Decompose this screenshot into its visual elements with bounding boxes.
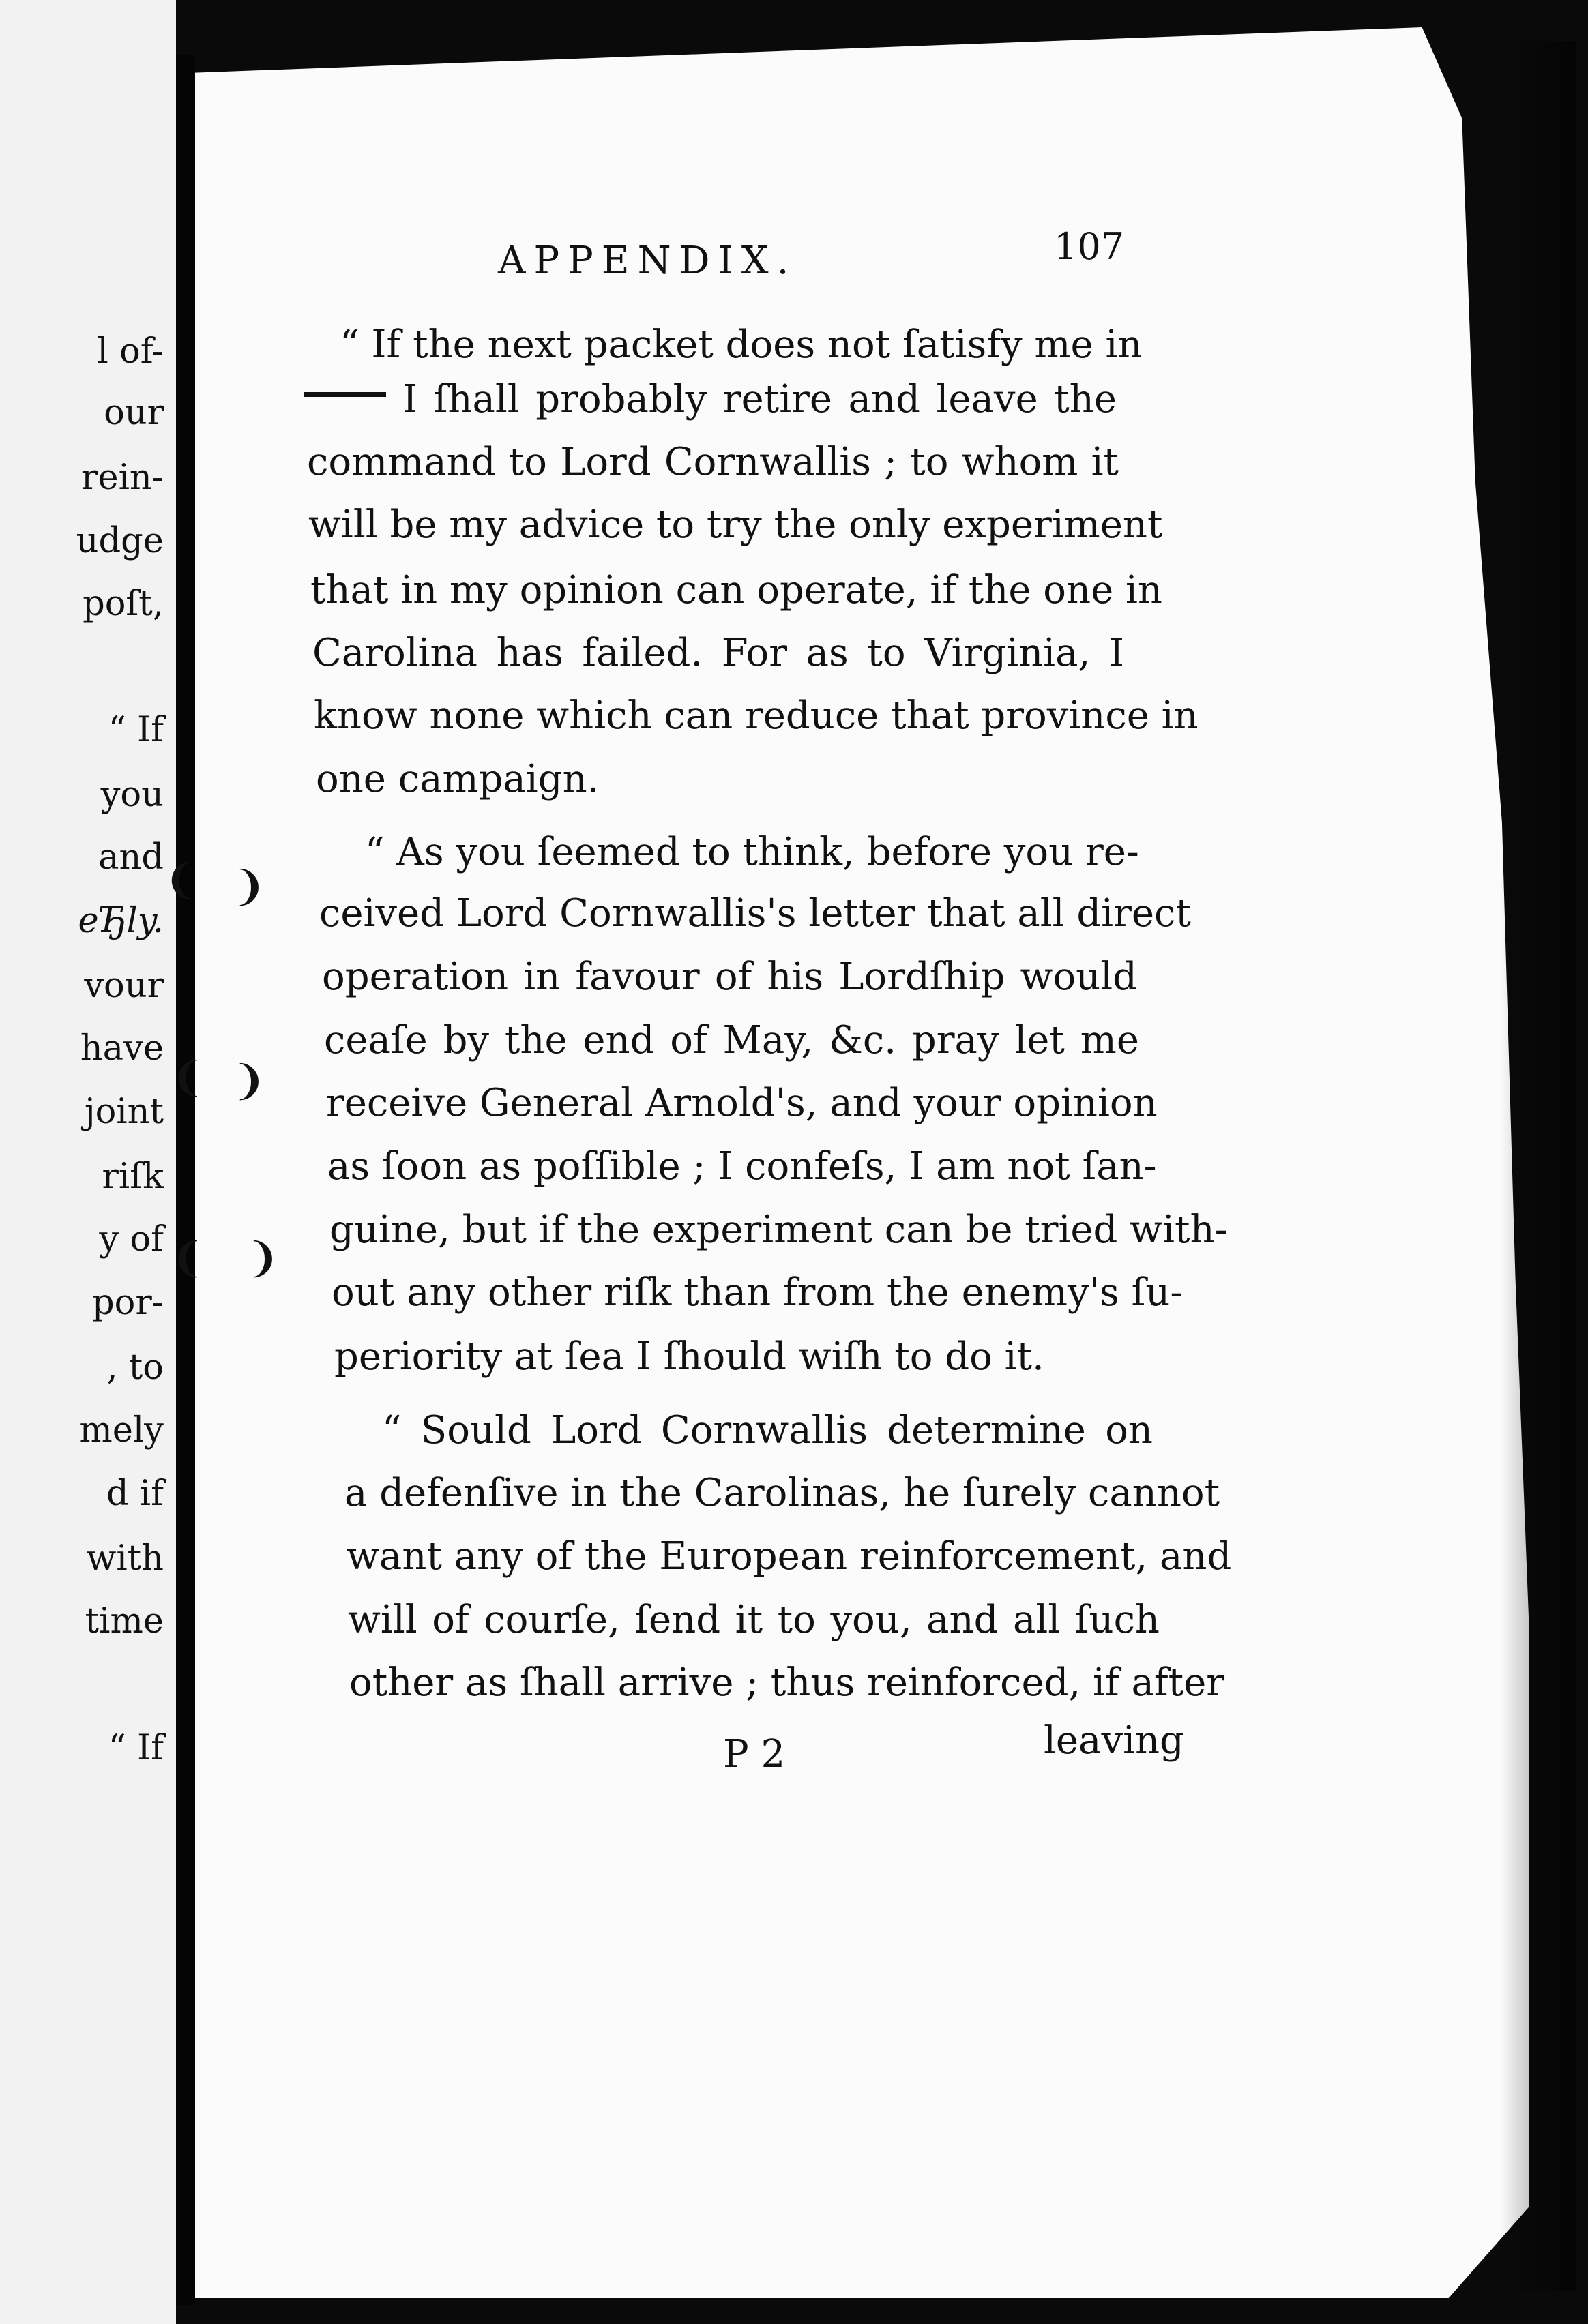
body-line: “ Sould Lord Cornwallis determine on [382,1408,1153,1452]
catchword: leaving [1044,1718,1184,1763]
body-line: will be my advice to try the only experiment [308,503,1163,547]
left-page-line: joint [84,1092,164,1132]
omission-dash [304,387,393,400]
body-line: periority at ſea I ſhould wiſh to do it. [334,1335,1044,1379]
left-page-line: l of- [97,331,164,372]
left-page-line: our [104,393,164,433]
body-line: a defenſive in the Carolinas, he ſurely cannot [344,1471,1220,1515]
binding-mark: ❩ [232,863,267,910]
body-line: receive General Arnold's, and your opinion [326,1081,1158,1125]
left-page-line: udge [76,521,164,561]
body-line: “ As you ſeemed to think, before you re- [365,830,1139,874]
binding-mark: ❩ [232,1057,267,1105]
body-line: operation in favour of his Lordſhip would [322,955,1137,999]
body-line: other as ſhall arrive ; thus reinforced, if after [349,1660,1224,1705]
body-line: I ſhall probably retire and leave the [402,377,1117,421]
binding-mark: ❨ [171,1234,205,1282]
body-line: “ If the next packet does not ſatisfy me in [340,323,1143,367]
left-page-line: “ If [108,710,164,750]
body-line: know none which can reduce that province in [314,694,1199,738]
left-page-line: rein- [81,458,164,498]
page-number: 107 [1054,225,1125,268]
left-page-line: and [98,837,164,878]
left-page-fragment [0,0,176,2324]
left-page-line: y of [99,1219,164,1260]
left-page-line: mely [79,1410,164,1450]
running-header: APPENDIX. [498,239,797,283]
left-page-line: , to [106,1347,164,1388]
body-line: will of courſe, ſend it to you, and all ſuch [348,1598,1160,1642]
body-line: that in my opinion can operate, if the one in [310,568,1162,612]
left-page-line: poſt, [83,584,164,624]
binding-mark: ❨ [171,1054,205,1101]
body-line: Carolina has failed. For as to Virginia, I [312,631,1124,675]
left-page-line: have [80,1028,164,1069]
body-line: out any other riſk than from the enemy's ſu- [332,1270,1183,1315]
left-page-line: “ If [108,1728,164,1768]
left-page-line: d if [106,1474,164,1514]
left-page-line: time [85,1601,164,1641]
body-line: ceaſe by the end of May, &c. pray let me [324,1018,1139,1062]
body-line: ceived Lord Cornwallis's letter that all direct [319,891,1191,936]
binding-mark: ❨ [164,856,198,904]
left-page-line: eЂly. [78,901,164,941]
body-line: command to Lord Cornwallis ; to whom it [307,440,1119,484]
book-gutter [176,55,195,2305]
left-page-line: you [100,775,164,815]
left-page-line: vour [84,966,164,1006]
signature-mark: P 2 [723,1732,786,1776]
binding-mark: ❩ [246,1234,280,1282]
left-page-line: with [86,1538,164,1579]
left-page-line: riſk [102,1157,164,1197]
body-line: one campaign. [316,757,600,801]
body-line: guine, but if the experiment can be tried with- [329,1208,1228,1252]
body-line: as ſoon as poſſible ; I confeſs, I am not ſan- [327,1144,1157,1189]
left-page-line: por- [92,1283,164,1323]
body-line: want any of the European reinforcement, and [347,1534,1232,1579]
